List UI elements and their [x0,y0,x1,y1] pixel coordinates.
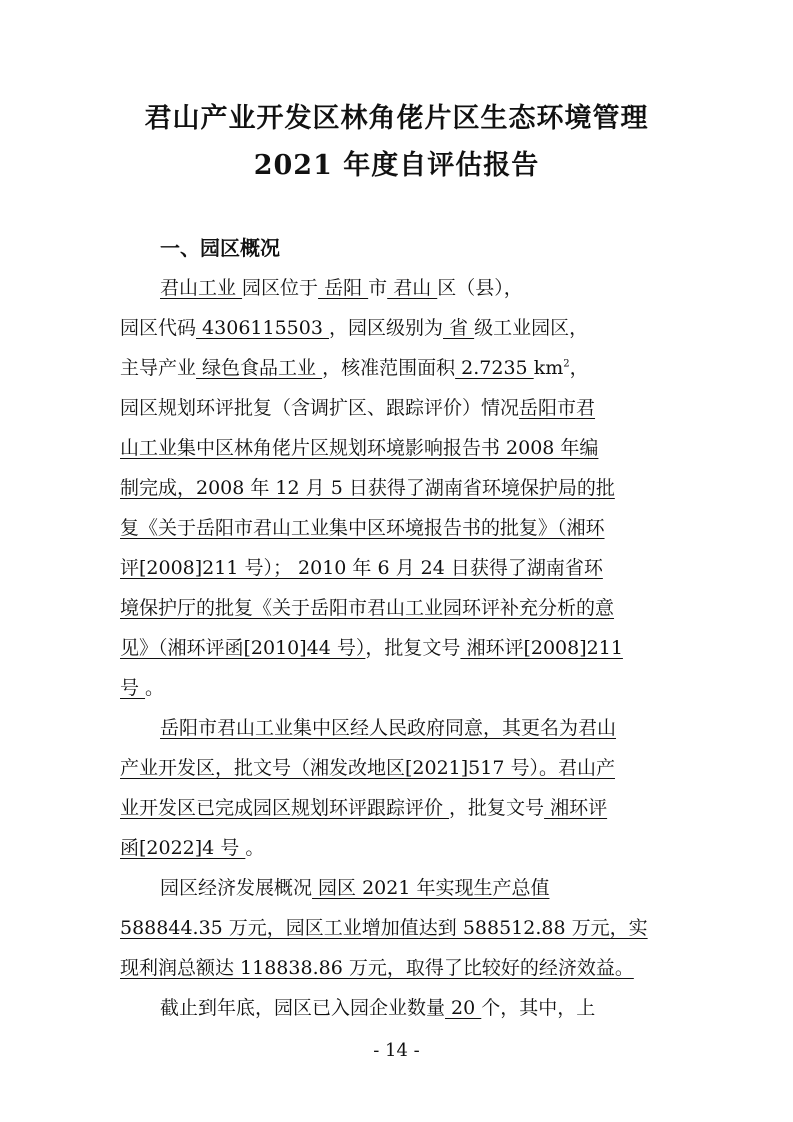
paragraph-1-line-1: 君山工业 园区位于 岳阳 市 君山 区（县）， [160,277,523,299]
page-number: - 14 - [373,1040,420,1061]
paragraph-2-line-4: 函[2022]4 号 。 [120,837,265,859]
paragraph-2-line-1: 岳阳市君山工业集中区经人民政府同意，其更名为君山 [160,717,617,739]
report-title-line-1: 君山产业开发区林角佬片区生态环境管理 [144,103,649,134]
paragraph-2-line-3: 业开发区已完成园区规划环评跟踪评价 ，批复文号 湘环评 [120,797,608,819]
paragraph-1-line-9: 境保护厅的批复《关于岳阳市君山工业园环评补充分析的意 [120,597,615,619]
paragraph-1-line-6: 制完成，2008 年 12 月 5 日获得了湖南省环境保护局的批 [120,477,615,499]
paragraph-1-line-5: 山工业集中区林角佬片区规划环境影响报告书 2008 年编 [120,437,599,459]
section-heading: 一、园区概况 [160,236,280,260]
paragraph-3-line-1: 园区经济发展概况 园区 2021 年实现生产总值 [160,877,550,899]
paragraph-1-line-3: 主导产业 绿色食品工业 ，核准范围面积 2.7235 $km^2$， [120,357,589,379]
paragraph-1-line-8: 评[2008]211 号）； 2010 年 6 月 24 日获得了湖南省环 [120,557,603,579]
paragraph-1-line-4: 园区规划环评批复（含调扩区、跟踪评价）情况岳阳市君 [120,397,596,419]
paragraph-4-line-1: 截止到年底，园区已入园企业数量 20 个，其中，上 [160,997,596,1019]
paragraph-3-line-2: 588844.35 万元，园区工业增加值达到 588512.88 万元，实 [120,917,648,939]
paragraph-1-line-11: 号 。 [120,677,165,699]
report-title-line-2: 2021 年度自评估报告 [253,150,540,181]
paragraph-2-line-2: 产业开发区，批文号（湘发改地区[2021]517 号）。君山产 [120,757,615,779]
paragraph-1-line-2: 园区代码 4306115503 ，园区级别为 省 级工业园区， [120,317,589,339]
paragraph-1-line-7: 复《关于岳阳市君山工业集中区环境报告书的批复》（湘环 [120,517,605,539]
paragraph-3-line-3: 现利润总额达 118838.86 万元，取得了比较好的经济效益。 [120,957,634,979]
paragraph-1-line-10: 见》（湘环评函[2010]44 号），批复文号 湘环评[2008]211 [120,637,623,659]
